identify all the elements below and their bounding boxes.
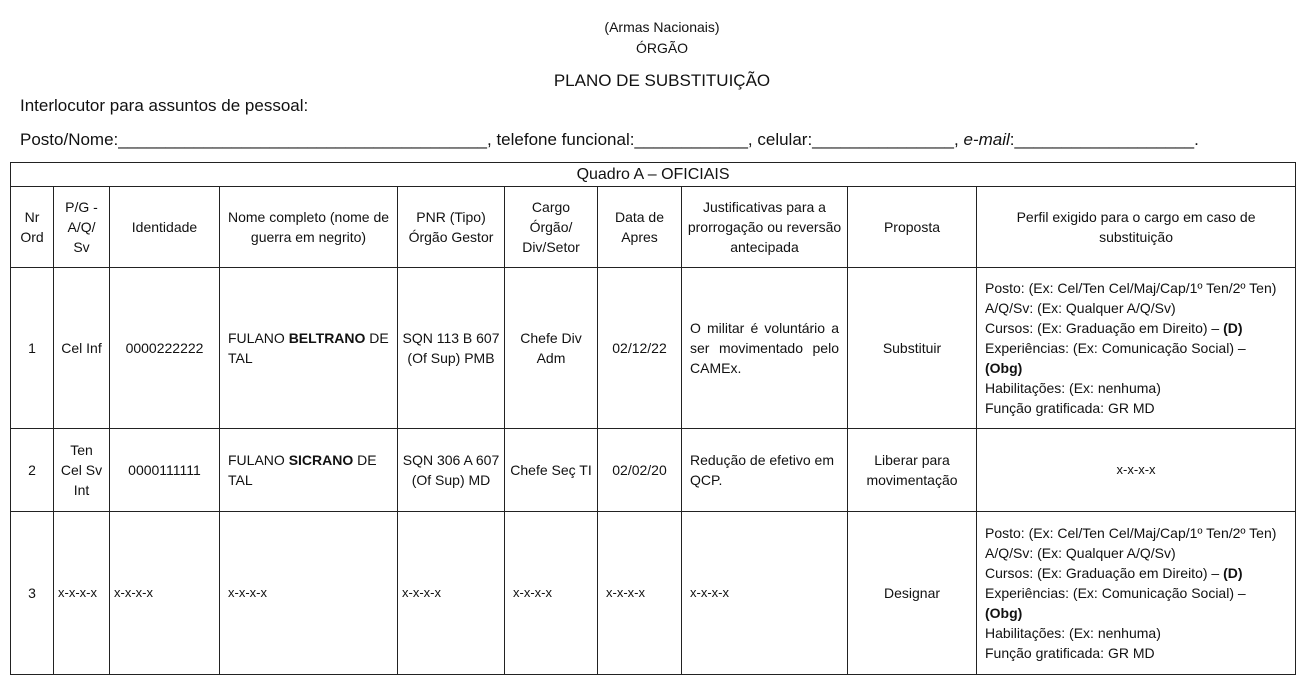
- cell-perfil: [977, 512, 1296, 675]
- cell-proposta: Liberar para movimentação: [848, 429, 977, 512]
- cell-nr: 1: [11, 268, 54, 429]
- contact-form-line: [20, 129, 1199, 151]
- nome-guerra: BELTRANO: [288, 330, 366, 346]
- cell-pnr: SQN 113 B 607 (Of Sup) PMB: [398, 268, 505, 429]
- perfil-experiencias-tag: (Obg): [985, 360, 1023, 376]
- perfil-experiencias: [985, 583, 1277, 623]
- celular-field[interactable]: _______________: [812, 130, 954, 149]
- header-pnr: PNR (Tipo) Órgão Gestor: [398, 187, 505, 268]
- cell-justificativa: O militar é voluntário a ser movimentado pelo CAMEx.: [682, 268, 848, 429]
- table-title: Quadro A – OFICIAIS: [11, 163, 1296, 187]
- perfil-cursos-text: Cursos: (Ex: Graduação em Direito) –: [985, 320, 1224, 336]
- table-row: [11, 268, 1296, 429]
- armas-nacionais-label: (Armas Nacionais): [604, 19, 720, 35]
- header-nome-completo: Nome completo (nome de guerra em negrito): [220, 187, 398, 268]
- cell-proposta: Designar: [848, 512, 977, 675]
- cell-pg: Cel Inf: [54, 268, 110, 429]
- cell-pnr: SQN 306 A 607 (Of Sup) MD: [398, 429, 505, 512]
- perfil-funcao: Função gratificada: GR MD: [985, 645, 1155, 661]
- email-label: e-mail: [963, 130, 1010, 149]
- telefone-label: , telefone funcional:: [487, 130, 635, 149]
- interlocutor-label: Interlocutor para assuntos de pessoal:: [20, 96, 309, 115]
- cell-justificativa: Redução de efetivo em QCP.: [682, 429, 848, 512]
- posto-nome-label: Posto/Nome:: [20, 130, 119, 149]
- cell-pg: Ten Cel Sv Int: [54, 429, 110, 512]
- cell-data: x-x-x-x: [598, 512, 682, 675]
- cell-proposta: Substituir: [848, 268, 977, 429]
- perfil-aqsv: A/Q/Sv: (Ex: Qualquer A/Q/Sv): [985, 300, 1176, 316]
- comma-separator: ,: [954, 130, 959, 149]
- perfil-experiencias-tag: (Obg): [985, 605, 1023, 621]
- header-row: [11, 187, 1296, 268]
- perfil-experiencias-text: Experiências: (Ex: Comunicação Social) –: [985, 340, 1246, 356]
- cell-identidade: 0000222222: [110, 268, 220, 429]
- table-row: [11, 512, 1296, 675]
- cell-cargo: x-x-x-x: [505, 512, 598, 675]
- nome-prefix: FULANO: [228, 452, 289, 468]
- cell-data: 02/12/22: [598, 268, 682, 429]
- perfil-posto: Posto: (Ex: Cel/Ten Cel/Maj/Cap/1º Ten/2º Ten): [985, 525, 1277, 541]
- email-colon: :: [1009, 130, 1015, 149]
- cell-cargo: Chefe Seç TI: [505, 429, 598, 512]
- cell-justificativa: x-x-x-x: [682, 512, 848, 675]
- cell-identidade: x-x-x-x: [110, 512, 220, 675]
- perfil-cursos: [985, 318, 1277, 338]
- cell-nome: [220, 268, 398, 429]
- nome-guerra: SICRANO: [288, 452, 354, 468]
- perfil-habilitacoes: Habilitações: (Ex: nenhuma): [985, 380, 1161, 396]
- perfil-aqsv: A/Q/Sv: (Ex: Qualquer A/Q/Sv): [985, 545, 1176, 561]
- celular-label: , celular:: [747, 130, 813, 149]
- cell-nome: x-x-x-x: [220, 512, 398, 675]
- cell-data: 02/02/20: [598, 429, 682, 512]
- header-identidade: Identidade: [110, 187, 220, 268]
- posto-nome-field[interactable]: _______________________________________: [118, 130, 487, 149]
- header-justificativas: Justificativas para a prorrogação ou reversão antecipada: [682, 187, 848, 268]
- period: .: [1194, 130, 1199, 149]
- perfil-cursos-tag: (D): [1223, 565, 1243, 581]
- page-title: PLANO DE SUBSTITUIÇÃO: [553, 71, 771, 90]
- email-field[interactable]: ___________________: [1014, 130, 1195, 149]
- nome-suffix: DE TAL: [228, 330, 389, 366]
- cell-nome: [220, 429, 398, 512]
- perfil-funcao: Função gratificada: GR MD: [985, 400, 1155, 416]
- table-row: [11, 429, 1296, 512]
- perfil-posto: Posto: (Ex: Cel/Ten Cel/Maj/Cap/1º Ten/2º Ten): [985, 280, 1277, 296]
- header-cargo: Cargo Órgão/ Div/Setor: [505, 187, 598, 268]
- cell-identidade: 0000111111: [110, 429, 220, 512]
- header-proposta: Proposta: [848, 187, 977, 268]
- cell-pg: x-x-x-x: [54, 512, 110, 675]
- cell-perfil: x-x-x-x: [977, 429, 1296, 512]
- cell-nr: 3: [11, 512, 54, 675]
- orgao-label: ÓRGÃO: [635, 40, 689, 56]
- header-nr-ord: Nr Ord: [11, 187, 54, 268]
- cell-nr: 2: [11, 429, 54, 512]
- perfil-cursos: [985, 563, 1277, 583]
- nome-suffix: DE TAL: [228, 452, 377, 488]
- perfil-cursos-tag: (D): [1223, 320, 1243, 336]
- telefone-field[interactable]: ____________: [634, 130, 748, 149]
- perfil-cursos-text: Cursos: (Ex: Graduação em Direito) –: [985, 565, 1224, 581]
- cell-perfil: [977, 268, 1296, 429]
- perfil-habilitacoes: Habilitações: (Ex: nenhuma): [985, 625, 1161, 641]
- header-perfil: Perfil exigido para o cargo em caso de substituição: [977, 187, 1296, 268]
- header-data-apres: Data de Apres: [598, 187, 682, 268]
- perfil-experiencias-text: Experiências: (Ex: Comunicação Social) –: [985, 585, 1246, 601]
- quadro-oficiais-table: [10, 162, 1296, 675]
- cell-pnr: x-x-x-x: [398, 512, 505, 675]
- cell-cargo: Chefe Div Adm: [505, 268, 598, 429]
- nome-prefix: FULANO: [228, 330, 289, 346]
- perfil-experiencias: [985, 338, 1277, 378]
- header-pg: P/G - A/Q/ Sv: [54, 187, 110, 268]
